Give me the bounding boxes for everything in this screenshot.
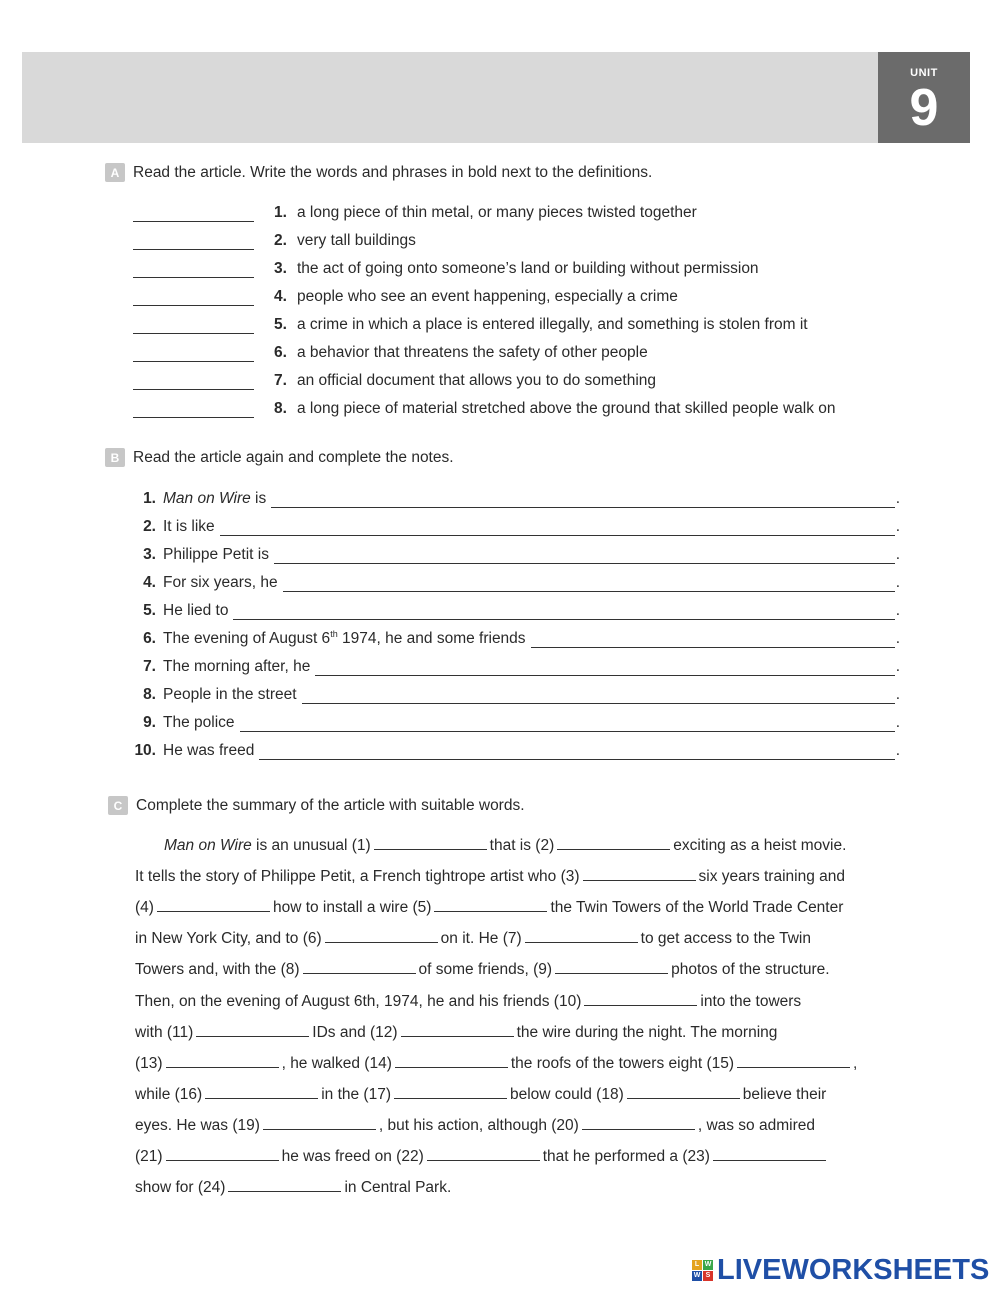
logo-mark-cell: W (704, 1260, 712, 1268)
definition-text: a crime in which a place is entered illegally, and something is stolen from it (297, 316, 808, 333)
summary-text: in Central Park. (344, 1179, 452, 1197)
summary-blank[interactable] (584, 991, 697, 1006)
summary-blank[interactable] (713, 1146, 826, 1161)
answer-blank[interactable] (133, 401, 254, 418)
definition-row (133, 230, 416, 252)
note-row (130, 542, 900, 564)
answer-line[interactable] (315, 659, 894, 676)
note-row (130, 710, 900, 732)
summary-text: the wire during the night. The morning (516, 1023, 778, 1041)
summary-blank[interactable] (303, 959, 416, 974)
item-number: 10. (134, 742, 156, 759)
summary-line (135, 959, 830, 981)
summary-blank[interactable] (582, 1115, 695, 1130)
note-text: is (250, 490, 267, 507)
logo-mark-cell: W (693, 1271, 701, 1279)
summary-line (135, 897, 843, 919)
summary-text: to get access to the Twin (640, 930, 811, 948)
logo-mark-cell: L (692, 1260, 702, 1270)
note-prompt (163, 518, 215, 536)
definition-text: very tall buildings (297, 232, 416, 249)
summary-text: (13) (135, 1054, 163, 1072)
summary-blank[interactable] (157, 897, 270, 912)
note-superscript: th (330, 628, 338, 639)
summary-line (164, 835, 846, 857)
note-text-after: 1974, he and some friends (337, 630, 526, 647)
item-number: 3. (274, 260, 287, 277)
note-row (130, 514, 900, 536)
answer-line[interactable] (531, 631, 895, 648)
item-number: 8. (274, 400, 287, 417)
summary-blank[interactable] (263, 1115, 376, 1130)
summary-text: in New York City, and to (6) (135, 930, 322, 948)
section-b-badge: B (105, 448, 125, 467)
summary-text: , he walked (14) (281, 1054, 392, 1072)
summary-blank[interactable] (196, 1022, 309, 1037)
note-prompt (163, 658, 310, 676)
answer-blank[interactable] (133, 373, 254, 390)
summary-text: It tells the story of Philippe Petit, a French tightrope artist who (3) (135, 868, 580, 886)
answer-blank[interactable] (133, 205, 254, 222)
answer-line[interactable] (233, 603, 894, 620)
note-text: He was freed (163, 742, 255, 759)
section-c-heading (108, 796, 525, 815)
section-b-instruction: Read the article again and complete the notes. (133, 448, 454, 466)
period: . (895, 602, 900, 619)
note-prompt (163, 714, 235, 732)
answer-line[interactable] (259, 743, 894, 760)
note-prompt (163, 574, 278, 592)
summary-blank[interactable] (228, 1177, 341, 1192)
summary-blank[interactable] (395, 1053, 508, 1068)
unit-box (878, 52, 970, 143)
summary-text: the Twin Towers of the World Trade Center (550, 899, 844, 917)
summary-text: Then, on the evening of August 6th, 1974, he and his friends (10) (135, 992, 582, 1010)
note-text: Philippe Petit is (163, 546, 269, 563)
item-number: 2. (274, 232, 287, 249)
note-text: The police (163, 714, 235, 731)
summary-blank[interactable] (555, 959, 668, 974)
summary-text: below could (18) (510, 1085, 624, 1103)
note-text: The morning after, he (163, 658, 311, 675)
note-row (130, 626, 900, 648)
note-prompt (163, 629, 526, 648)
note-row (130, 486, 900, 508)
summary-line (135, 1177, 451, 1199)
summary-blank[interactable] (374, 835, 487, 850)
item-number: 2. (143, 518, 156, 535)
item-number: 8. (143, 686, 156, 703)
answer-line[interactable] (271, 491, 894, 508)
summary-line (135, 928, 811, 950)
summary-blank[interactable] (325, 928, 438, 943)
period: . (895, 658, 900, 675)
note-text: The evening of August 6 (163, 630, 331, 647)
definition-text: a long piece of material stretched above the ground that skilled people walk on (297, 400, 836, 417)
summary-blank[interactable] (427, 1146, 540, 1161)
summary-blank[interactable] (583, 866, 696, 881)
liveworksheets-logo (692, 1255, 989, 1285)
item-number: 4. (274, 288, 287, 305)
answer-blank[interactable] (133, 345, 254, 362)
note-text: He lied to (163, 602, 229, 619)
summary-italic-title: Man on Wire (164, 837, 252, 854)
summary-text: show for (24) (135, 1179, 226, 1197)
summary-text: into the towers (700, 992, 802, 1010)
answer-blank[interactable] (133, 261, 254, 278)
period: . (895, 518, 900, 535)
summary-text: (21) (135, 1148, 163, 1165)
period: . (895, 490, 900, 507)
summary-blank[interactable] (525, 928, 638, 943)
answer-line[interactable] (220, 519, 895, 536)
summary-text: the roofs of the towers eight (15) (510, 1054, 735, 1072)
summary-text: exciting as a heist movie. (673, 837, 847, 854)
note-prompt (163, 490, 266, 508)
note-prompt (163, 686, 297, 704)
answer-blank[interactable] (133, 289, 254, 306)
definition-text: a long piece of thin metal, or many pieces twisted together (297, 204, 697, 221)
definition-row (133, 398, 836, 420)
summary-line (135, 866, 845, 888)
section-c-instruction: Complete the summary of the article with suitable words. (136, 796, 525, 814)
note-text: It is like (163, 518, 215, 535)
item-number: 1. (274, 204, 287, 221)
note-prompt (163, 602, 228, 620)
summary-blank[interactable] (166, 1053, 279, 1068)
summary-text: he was freed on (22) (281, 1148, 424, 1165)
definition-text: people who see an event happening, especially a crime (297, 288, 678, 305)
summary-text: that is (2) (489, 837, 555, 854)
section-a-heading (105, 163, 652, 182)
summary-text: Towers and, with the (8) (135, 961, 300, 979)
summary-text: of some friends, (9) (418, 961, 553, 979)
item-number: 5. (143, 602, 156, 619)
summary-text: in the (17) (321, 1085, 391, 1103)
summary-text: (4) (135, 899, 154, 917)
definition-text: the act of going onto someone’s land or building without permission (297, 260, 759, 277)
item-number: 5. (274, 316, 287, 333)
summary-blank[interactable] (401, 1022, 514, 1037)
note-row (130, 570, 900, 592)
item-number: 9. (143, 714, 156, 731)
summary-text: IDs and (12) (312, 1023, 398, 1041)
logo-mark-cell: S (703, 1271, 713, 1281)
period: . (895, 714, 900, 731)
section-b-heading (105, 448, 454, 467)
summary-text: believe their (742, 1085, 827, 1103)
summary-text: , was so admired (697, 1116, 815, 1134)
summary-blank[interactable] (737, 1053, 850, 1068)
answer-line[interactable] (274, 547, 895, 564)
summary-blank[interactable] (394, 1084, 507, 1099)
item-number: 6. (143, 630, 156, 647)
summary-text: , (853, 1054, 858, 1072)
unit-number: 9 (909, 79, 939, 137)
definition-row (133, 202, 697, 224)
logo-mark-icon (692, 1260, 713, 1281)
period: . (895, 574, 900, 591)
summary-text: how to install a wire (5) (272, 899, 432, 917)
summary-text: on it. He (7) (440, 930, 522, 948)
note-row (130, 598, 900, 620)
definition-text: an official document that allows you to do something (297, 372, 657, 389)
logo-text: LIVEWORKSHEETS (717, 1253, 990, 1286)
summary-text: while (16) (135, 1085, 203, 1103)
summary-line (135, 1053, 857, 1075)
definition-text: a behavior that threatens the safety of other people (297, 344, 648, 361)
summary-text: eyes. He was (19) (135, 1116, 260, 1134)
summary-line (135, 1022, 777, 1044)
item-number: 3. (143, 546, 156, 563)
summary-text: with (11) (135, 1023, 194, 1041)
period: . (895, 742, 900, 759)
period: . (895, 686, 900, 703)
item-number: 4. (143, 574, 156, 591)
summary-text: that he performed a (23) (542, 1148, 710, 1165)
summary-line (135, 1084, 826, 1106)
note-text: People in the street (163, 686, 297, 703)
summary-text: , but his action, although (20) (378, 1116, 579, 1134)
item-number: 7. (274, 372, 287, 389)
item-number: 6. (274, 344, 287, 361)
section-a-badge: A (105, 163, 125, 182)
definition-row (133, 258, 759, 280)
definition-row (133, 370, 656, 392)
summary-blank[interactable] (205, 1084, 318, 1099)
summary-blank[interactable] (627, 1084, 740, 1099)
item-number: 1. (143, 490, 156, 507)
answer-line[interactable] (240, 715, 895, 732)
item-number: 7. (143, 658, 156, 675)
note-row (130, 738, 900, 760)
summary-blank[interactable] (557, 835, 670, 850)
answer-line[interactable] (302, 687, 895, 704)
note-prompt (163, 742, 254, 760)
summary-line (135, 1115, 815, 1137)
period: . (895, 546, 900, 563)
note-prompt (163, 546, 269, 564)
answer-blank[interactable] (133, 317, 254, 334)
note-row (130, 654, 900, 676)
summary-text: is an unusual (1) (251, 837, 371, 854)
header-band (22, 52, 878, 143)
summary-line (135, 991, 801, 1013)
definition-row (133, 342, 648, 364)
unit-label: UNIT (910, 67, 938, 79)
answer-blank[interactable] (133, 233, 254, 250)
summary-text: six years training and (698, 868, 846, 886)
definition-row (133, 286, 678, 308)
section-c-badge: C (108, 796, 128, 815)
answer-line[interactable] (283, 575, 895, 592)
summary-blank[interactable] (434, 897, 547, 912)
note-row (130, 682, 900, 704)
period: . (895, 630, 900, 647)
note-text: For six years, he (163, 574, 278, 591)
note-italic-title: Man on Wire (163, 490, 251, 507)
summary-line (135, 1146, 829, 1168)
definition-row (133, 314, 808, 336)
section-a-instruction: Read the article. Write the words and phrases in bold next to the definitions. (133, 163, 653, 181)
summary-blank[interactable] (166, 1146, 279, 1161)
summary-text: photos of the structure. (671, 961, 830, 979)
